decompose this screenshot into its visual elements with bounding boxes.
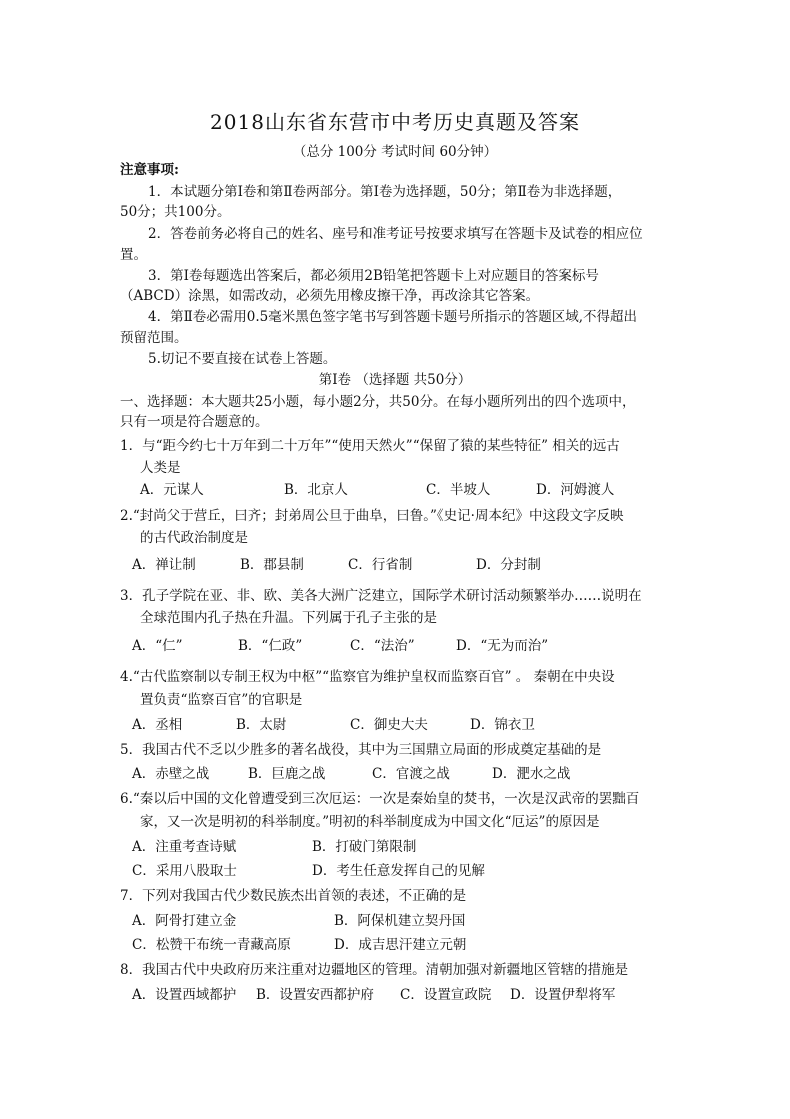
- option-c: C．行省制: [348, 557, 413, 573]
- question-options: [132, 837, 416, 857]
- question-stem: 5．我国古代不乏以少胜多的著名战役，其中为三国鼎立局面的形成奠定基础的是: [120, 742, 602, 758]
- question-stem: 6.“秦以后中国的文化曾遭受到三次厄运：一次是秦始皇的焚书，一次是汉武帝的罢黜百: [120, 791, 640, 807]
- notice-heading: 注意事项:: [120, 162, 179, 178]
- question-options: [132, 861, 485, 881]
- question-options: [132, 985, 615, 1005]
- question-stem: 家，又一次是明初的科举制度。”明初的科举制度成为中国文化“厄运”的原因是: [140, 814, 600, 830]
- question-options: [132, 636, 548, 656]
- option-c: C．“法治”: [350, 638, 415, 654]
- notice-line: 50分；共100分。: [120, 204, 231, 220]
- question-options: [132, 555, 541, 575]
- option-b: B．北京人: [284, 482, 348, 498]
- question-options: [132, 764, 570, 784]
- option-d: D．河姆渡人: [536, 482, 615, 498]
- option-b: B．太尉: [236, 717, 287, 733]
- question-options: [132, 911, 465, 931]
- question-stem: 3．孔子学院在亚、非、欧、美各大洲广泛建立，国际学术研讨活动频繁举办……说明在: [120, 588, 642, 604]
- notice-line: 2．答卷前务必将自己的姓名、座号和准考证号按要求填写在答题卡及试卷的相应位: [148, 226, 643, 242]
- option-a: A．元谋人: [140, 482, 204, 498]
- part-heading: 第Ⅰ卷 （选择题 共50分）: [318, 372, 472, 388]
- option-a: A．设置西域都护: [132, 987, 237, 1003]
- notice-line: 1．本试题分第Ⅰ卷和第Ⅱ卷两部分。第Ⅰ卷为选择题，50分；第Ⅱ卷为非选择题，: [148, 184, 622, 200]
- question-stem: 7．下列对我国古代少数民族杰出首领的表述，不正确的是: [120, 888, 467, 904]
- question-stem: 4.“古代监察制以专制王权为中枢”“监察官为维护皇权而监察百官” 。 秦朝在中央设: [120, 669, 615, 685]
- notice-line: 3．第Ⅰ卷每题选出答案后，都必须用2B铅笔把答题卡上对应题目的答案标号: [148, 268, 599, 284]
- option-d: D．考生任意发挥自己的见解: [312, 863, 485, 879]
- question-options: [132, 715, 535, 735]
- option-d: D．“无为而治”: [456, 638, 549, 654]
- notice-line: 5.切记不要直接在试卷上答题。: [148, 351, 337, 367]
- section-intro: 只有一项是符合题意的。: [120, 414, 269, 430]
- option-c: C．官渡之战: [372, 766, 450, 782]
- question-stem: 全球范围内孔子热在升温。下列属于孔子主张的是: [140, 610, 437, 626]
- notice-line: 4．第Ⅱ卷必需用0.5毫米黑色签字笔书写到答题卡题号所指示的答题区域,不得超出: [148, 309, 638, 325]
- option-a: A．禅让制: [132, 557, 196, 573]
- page-title: 2018山东省东营市中考历史真题及答案: [210, 110, 580, 134]
- question-options: [132, 935, 466, 955]
- option-c: C．松赞干布统一青藏高原: [132, 937, 291, 953]
- notice-line: 预留范围。: [120, 330, 188, 346]
- option-d: D．设置伊犁将军: [510, 987, 616, 1003]
- option-b: B．设置安西都护府: [256, 987, 374, 1003]
- question-stem: 的古代政治制度是: [140, 530, 248, 546]
- notice-line: （ABCD）涂黑，如需改动，必须先用橡皮擦干净，再改涂其它答案。: [120, 288, 540, 304]
- option-a: A．赤壁之战: [132, 766, 210, 782]
- option-d: D．成吉思汗建立元朝: [334, 937, 467, 953]
- section-intro: 一、选择题：本大题共25小题，每小题2分，共50分。在每小题所列出的四个选项中，: [120, 394, 636, 410]
- option-c: C．御史大夫: [350, 717, 428, 733]
- option-d: D．淝水之战: [492, 766, 571, 782]
- question-stem: 2.“封尚父于营丘，曰齐；封弟周公旦于曲阜，曰鲁。”《史记·周本纪》中这段文字反映: [120, 508, 624, 524]
- option-b: B．阿保机建立契丹国: [334, 913, 466, 929]
- question-stem: 置负责“监察百官”的官职是: [140, 692, 303, 708]
- option-a: A．“仁”: [132, 638, 183, 654]
- question-stem: 1．与“距今约七十万年到二十万年”“使用天然火”“保留了猿的某些特征” 相关的远古: [120, 438, 620, 454]
- page-subtitle: （总分 100分 考试时间 60分钟）: [292, 144, 498, 160]
- option-a: A．丞相: [132, 717, 183, 733]
- option-b: B．郡县制: [240, 557, 304, 573]
- option-c: C．采用八股取士: [132, 863, 237, 879]
- option-b: B．巨鹿之战: [248, 766, 326, 782]
- option-d: D．分封制: [476, 557, 541, 573]
- option-c: C．半坡人: [426, 482, 491, 498]
- notice-line: 置。: [120, 247, 147, 263]
- option-b: B．“仁政”: [238, 638, 303, 654]
- question-stem: 人类是: [140, 460, 181, 476]
- question-options: [140, 480, 614, 500]
- option-d: D．锦衣卫: [470, 717, 535, 733]
- question-stem: 8．我国古代中央政府历来注重对边疆地区的管理。清朝加强对新疆地区管辖的措施是: [120, 962, 629, 978]
- option-a: A．阿骨打建立金: [132, 913, 237, 929]
- option-b: B．打破门第限制: [312, 839, 417, 855]
- option-a: A．注重考查诗赋: [132, 839, 237, 855]
- option-c: C．设置宣政院: [400, 987, 492, 1003]
